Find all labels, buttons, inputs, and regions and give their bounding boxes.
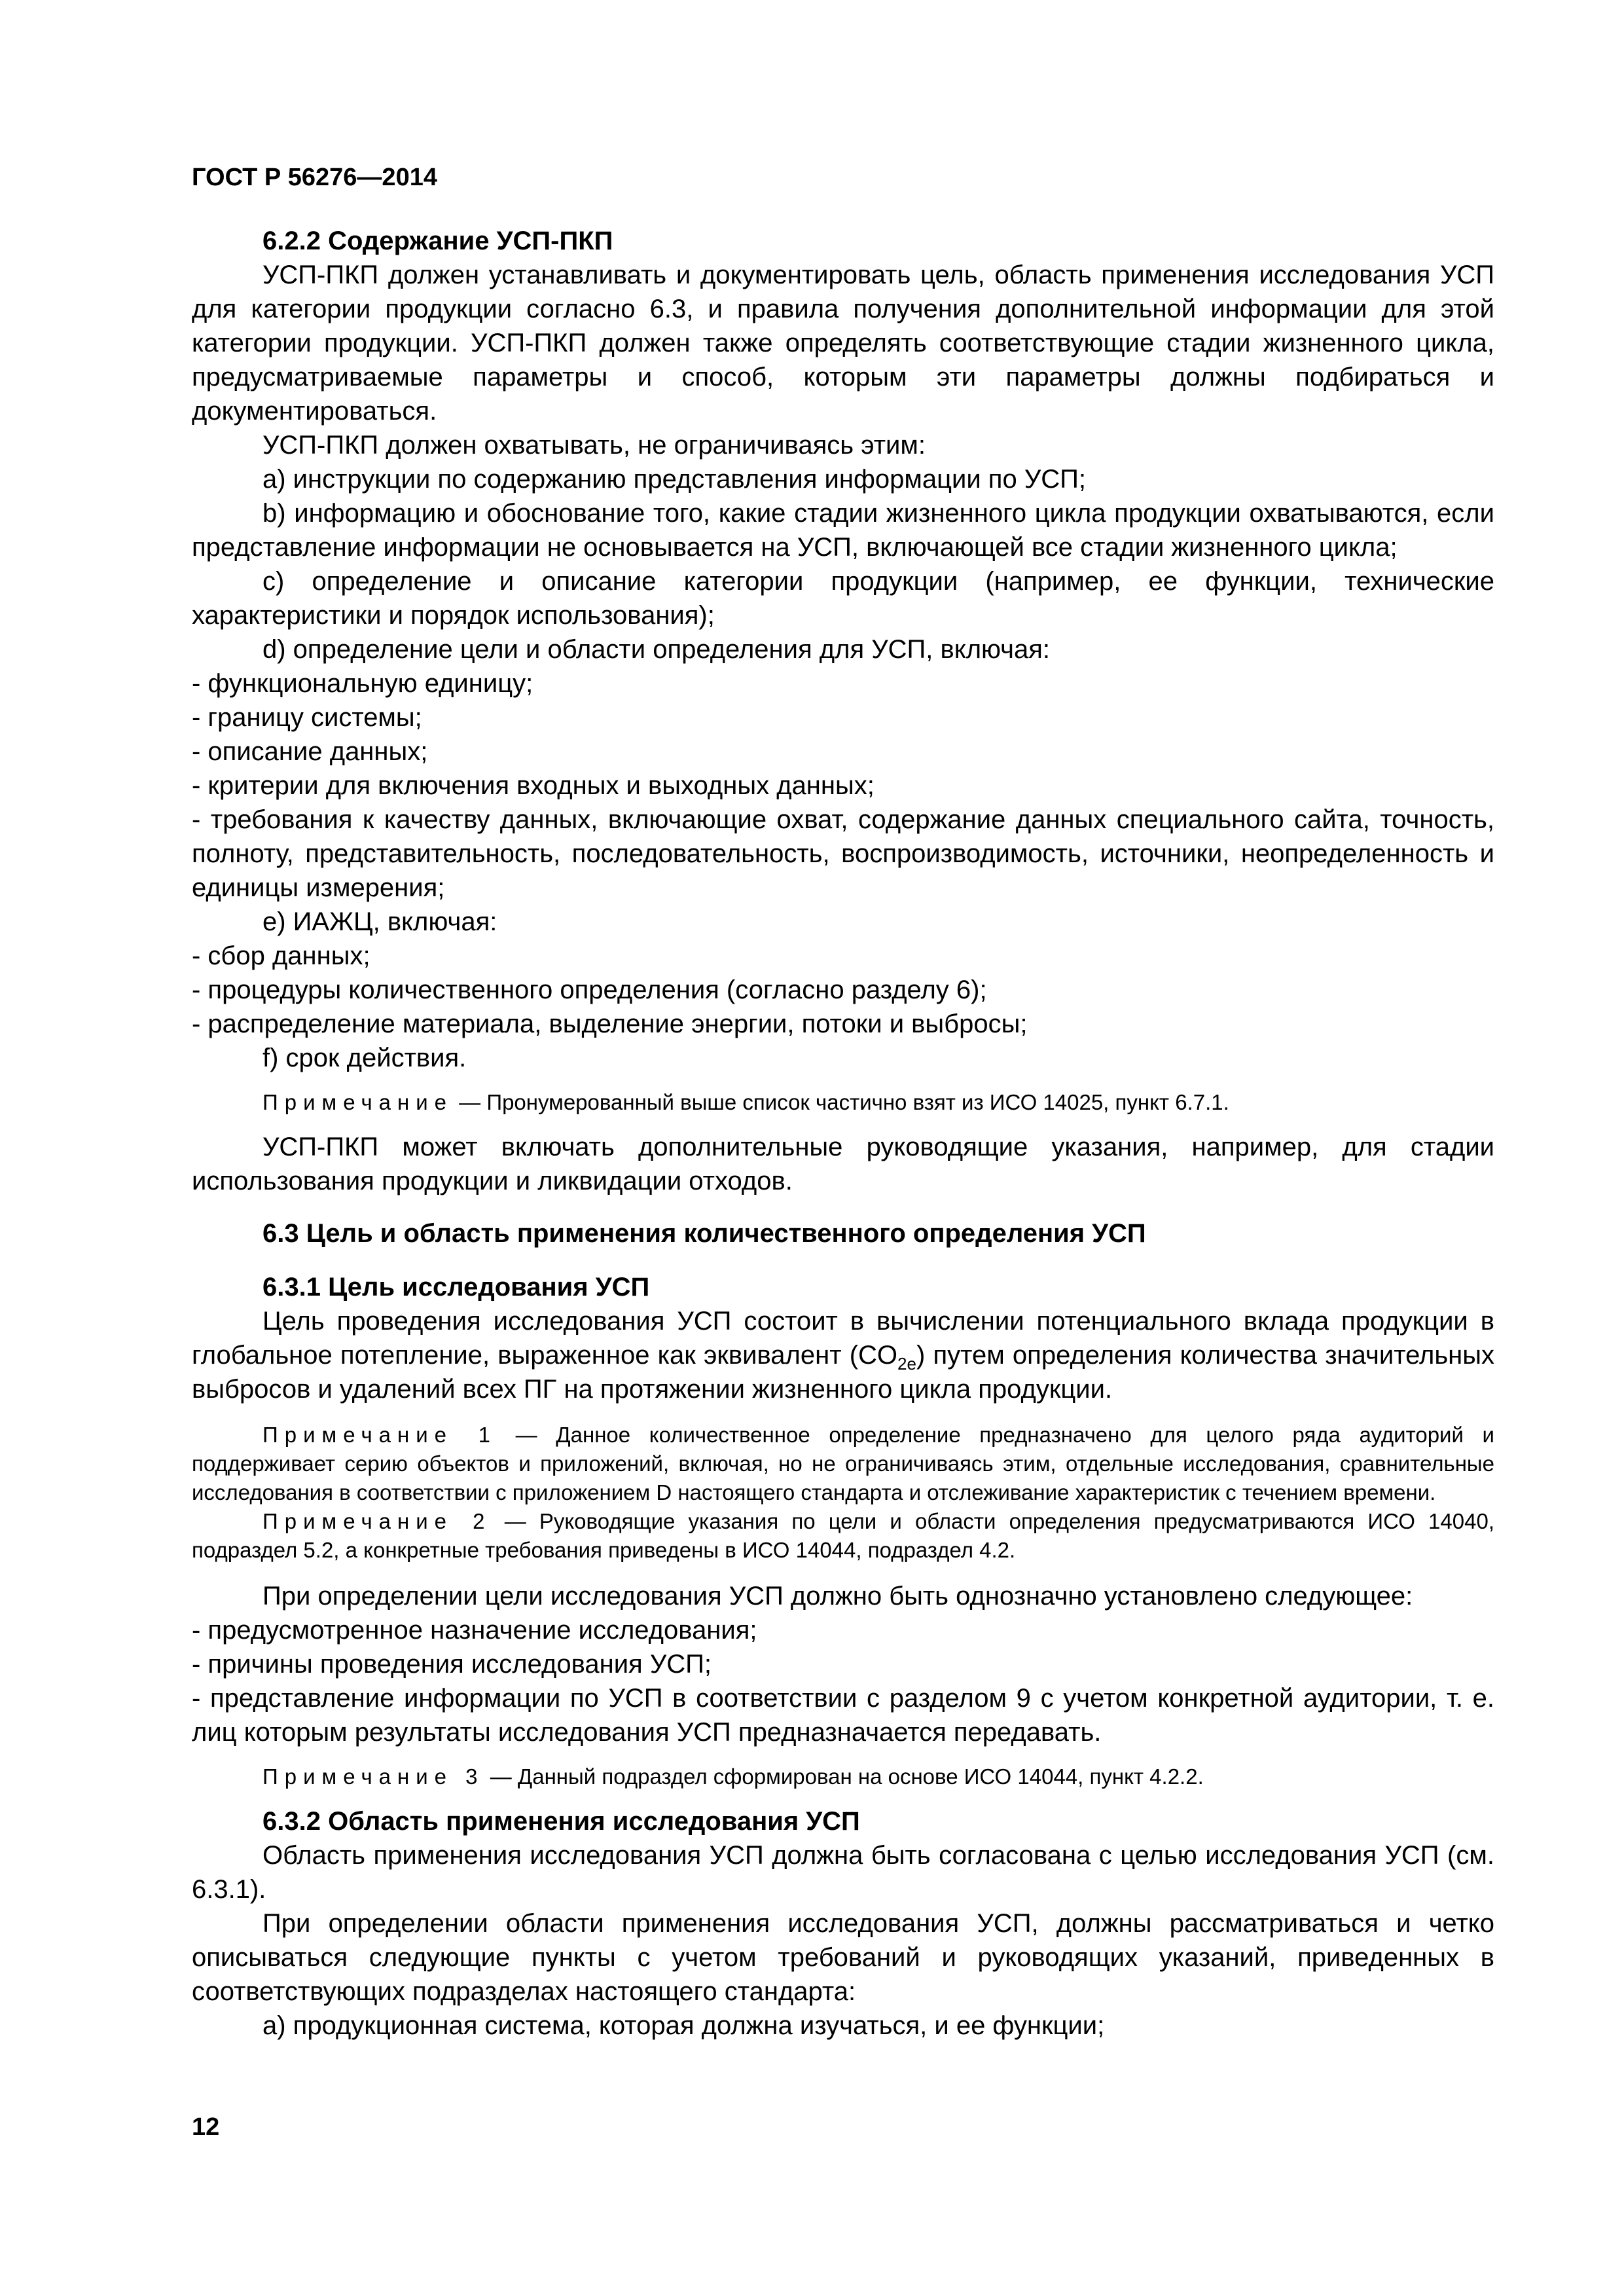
section-6-3-heading: 6.3 Цель и область применения количественного определения УСП	[262, 1219, 1146, 1248]
list-item: c) определение и описание категории продукции (например, ее функции, технические характеристики и порядок использования);	[192, 567, 1494, 630]
dash-item: - распределение материала, выделение энергии, потоки и выбросы;	[192, 1010, 1028, 1038]
paragraph: Область применения исследования УСП должна быть согласована с целью исследования УСП (см. 6.3.1).	[192, 1841, 1494, 1904]
dash-item: - процедуры количественного определения (согласно разделу 6);	[192, 975, 987, 1004]
text-run: ) путем определения количества значительных выбросов и удалений всех ПГ на протяжении жизненного цикла продукции.	[192, 1341, 1495, 1404]
note-text: — Руководящие указания по цели и области определения предусматриваются ИСО 14040, подраздел 5.2, а конкретные требования приведены в ИСО 14044, подраздел 4.2.	[192, 1509, 1494, 1562]
paragraph: При определении цели исследования УСП должно быть однозначно установлено следующее:	[262, 1582, 1413, 1611]
note-text: — Данный подраздел сформирован на основе ИСО 14044, пункт 4.2.2.	[484, 1764, 1204, 1789]
text-run: Цель проведения исследования УСП состоит в вычислении потенциального вклада продукции в глобальное потепление, выраженное как эквивалент (CO	[192, 1307, 1494, 1370]
paragraph: УСП-ПКП должен устанавливать и документировать цель, область применения исследования УСП для категории продукции согласно 6.3, и правила получения дополнительной информации для этой категории продукции. УСП-ПКП должен также определять соответствующие стадии жизненного цикла, предусматриваемые параметры и способ, которым эти параметры должны подбираться и документироваться.	[192, 261, 1494, 426]
note-label: Примечание 1	[262, 1423, 497, 1447]
note	[192, 1762, 1494, 1791]
note-label: Примечание 2	[262, 1509, 492, 1533]
note-label: Примечание	[262, 1090, 454, 1114]
dash-item: - требования к качеству данных, включающие охват, содержание данных специального сайта, точность, полноту, представительность, последовательность, воспроизводимость, источники, неопределенность и единицы измерения;	[192, 805, 1494, 902]
list-item: f) срок действия.	[262, 1044, 467, 1072]
note-text: — Данное количественное определение предназначено для целого ряда аудиторий и поддерживает серию объектов и приложений, включая, но не ограничиваясь этим, отдельные исследования, сравнительные исследования в соответствии с приложением D настоящего стандарта и отслеживание характеристик с течением времени.	[192, 1423, 1494, 1504]
list-item: b) информацию и обоснование того, какие стадии жизненного цикла продукции охватываются, если представление информации не основывается на УСП, включающей все стадии жизненного цикла;	[192, 499, 1494, 562]
note	[192, 1421, 1494, 1507]
dash-item: - сбор данных;	[192, 941, 370, 970]
paragraph: УСП-ПКП должен охватывать, не ограничиваясь этим:	[262, 431, 926, 460]
dash-item: - представление информации по УСП в соответствии с разделом 9 с учетом конкретной аудитории, т. е. лиц которым результаты исследования УСП предназначается передавать.	[192, 1684, 1494, 1747]
note	[192, 1507, 1494, 1565]
note-label: Примечание 3	[262, 1764, 484, 1789]
subscript: 2e	[897, 1354, 916, 1374]
paragraph: При определении области применения исследования УСП, должны рассматриваться и четко описываться следующие пункты с учетом требований и руководящих указаний, приведенных в соответствующих подразделах настоящего стандарта:	[192, 1909, 1494, 2006]
document-header: ГОСТ Р 56276—2014	[192, 164, 437, 191]
section-6-3-2-heading: 6.3.2 Область применения исследования УСП	[262, 1807, 860, 1836]
list-item: a) инструкции по содержанию представления информации по УСП;	[262, 465, 1086, 494]
list-item: d) определение цели и области определения для УСП, включая:	[262, 635, 1051, 664]
dash-item: - функциональную единицу;	[192, 669, 533, 698]
note-text: — Пронумерованный выше список частично взят из ИСО 14025, пункт 6.7.1.	[453, 1090, 1229, 1114]
dash-item: - границу системы;	[192, 703, 422, 732]
page-number: 12	[192, 2113, 220, 2141]
section-6-2-2-heading: 6.2.2 Содержание УСП-ПКП	[262, 227, 613, 255]
section-6-3-1-heading: 6.3.1 Цель исследования УСП	[262, 1273, 650, 1302]
paragraph	[192, 1304, 1494, 1406]
list-item: a) продукционная система, которая должна изучаться, и ее функции;	[262, 2011, 1105, 2040]
note	[192, 1088, 1494, 1117]
dash-item: - предусмотренное назначение исследования;	[192, 1616, 757, 1645]
paragraph: УСП-ПКП может включать дополнительные руководящие указания, например, для стадии использования продукции и ликвидации отходов.	[192, 1133, 1494, 1195]
page-body	[192, 224, 1494, 2043]
dash-item: - критерии для включения входных и выходных данных;	[192, 771, 875, 800]
list-item: e) ИАЖЦ, включая:	[262, 907, 497, 936]
dash-item: - причины проведения исследования УСП;	[192, 1650, 712, 1679]
dash-item: - описание данных;	[192, 737, 428, 766]
